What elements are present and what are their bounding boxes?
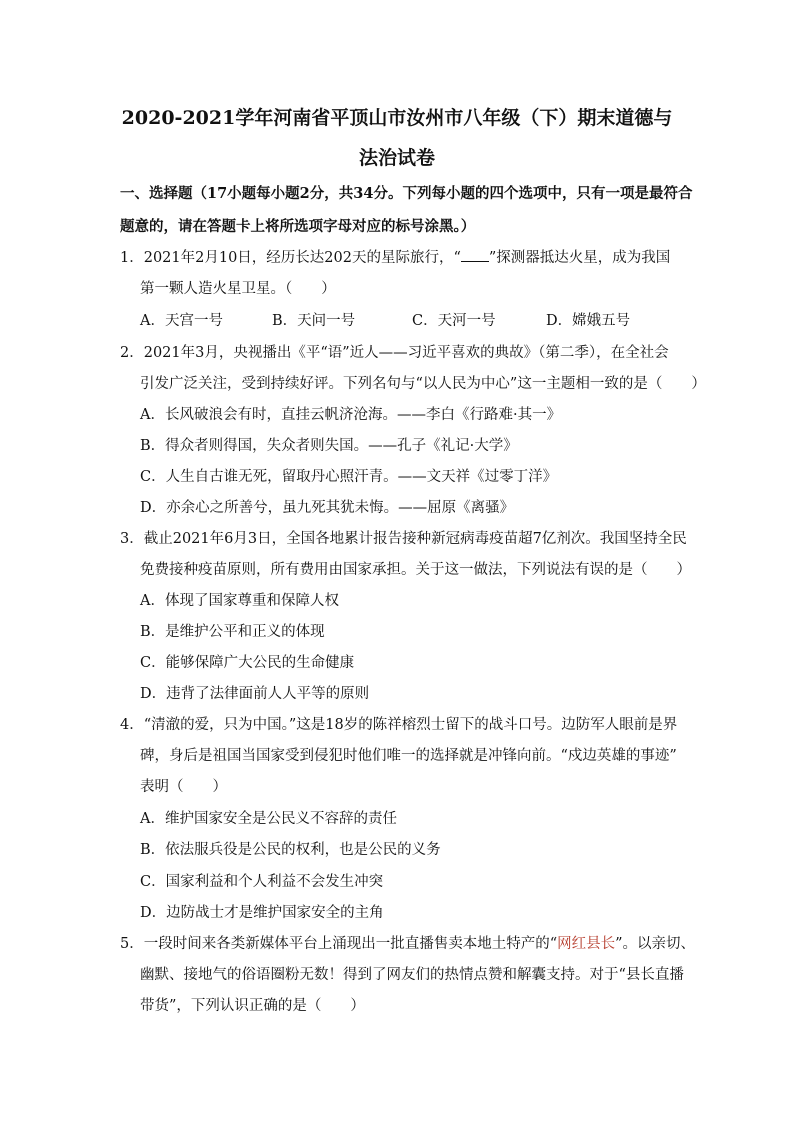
question-3-option-c: C．能够保障广大公民的生命健康 — [140, 655, 355, 671]
question-1-option-d: D．嫦娥五号 — [546, 313, 631, 329]
question-4-option-b: B．依法服兵役是公民的权利，也是公民的义务 — [140, 842, 441, 858]
question-3-option-a: A．体现了国家尊重和保障人权 — [140, 593, 339, 609]
question-5-highlight: 网红县长 — [557, 936, 616, 952]
question-5-text-part-1: 5．一段时间来各类新媒体平台上涌现出一批直播售卖本地土特产的“ — [120, 936, 558, 952]
question-5-stem-line-1 — [120, 936, 695, 952]
question-3-option-b: B．是维护公平和正义的体现 — [140, 624, 325, 640]
question-1-stem-line-1 — [120, 249, 670, 266]
section-instruction-line-1: 一、选择题（17小题每小题2分，共34分。下列每小题的四个选项中，只有一项是最符合 — [120, 185, 693, 202]
question-4-option-d: D．边防战士才是维护国家安全的主角 — [140, 905, 384, 921]
question-2-option-c: C．人生自古谁无死，留取丹心照汗青。——文天祥《过零丁洋》 — [140, 469, 558, 485]
question-5-stem-line-2: 幽默、接地气的俗语圈粉无数！得到了网友们的热情点赞和解囊支持。对于“县长直播 — [140, 967, 684, 983]
question-4-option-c: C．国家利益和个人利益不会发生冲突 — [140, 874, 384, 890]
question-4-stem-line-2: 碑，身后是祖国当国家受到侵犯时他们唯一的选择就是冲锋向前。“戍边英雄的事迹” — [140, 748, 677, 764]
fill-in-blank — [461, 249, 489, 262]
question-1-option-a: A．天宫一号 — [140, 313, 223, 329]
question-3-option-d: D．违背了法律面前人人平等的原则 — [140, 686, 370, 702]
question-2-stem-line-1: 2．2021年3月，央视播出《平“语”近人——习近平喜欢的典故》（第二季），在全社会 — [120, 345, 669, 361]
question-4-stem-line-3: 表明（ ） — [140, 779, 227, 795]
question-1-text-after-blank: ”探测器抵达火星，成为我国 — [488, 250, 671, 266]
section-instruction-line-2: 题意的，请在答题卡上将所选项字母对应的标号涂黑。） — [120, 218, 476, 235]
question-2-option-a: A．长风破浪会有时，直挂云帆济沧海。——李白《行路难·其一》 — [140, 407, 562, 423]
question-4-stem-line-1: 4．“清澈的爱，只为中国。”这是18岁的陈祥榕烈士留下的战斗口号。边防军人眼前是界 — [120, 717, 678, 733]
question-3-stem-line-2: 免费接种疫苗原则，所有费用由国家承担。关于这一做法，下列说法有误的是（ ） — [140, 562, 691, 578]
question-1-stem-line-2: 第一颗人造火星卫星。（ ） — [140, 281, 336, 297]
question-2-option-b: B．得众者则得国，失众者则失国。——孔子《礼记·大学》 — [140, 438, 518, 454]
exam-title-line-1: 2020-2021学年河南省平顶山市汝州市八年级（下）期末道德与 — [121, 107, 673, 129]
question-1-text-before-blank: 1．2021年2月10日，经历长达202天的星际旅行，“ — [120, 250, 461, 266]
question-1-option-b: B．天问一号 — [272, 313, 356, 329]
question-4-option-a: A．维护国家安全是公民义不容辞的责任 — [140, 811, 397, 827]
question-1-option-c: C．天河一号 — [412, 313, 496, 329]
question-2-option-d: D．亦余心之所善兮，虽九死其犹未悔。——屈原《离骚》 — [140, 500, 515, 516]
question-2-stem-line-2: 引发广泛关注，受到持续好评。下列名句与“以人民为中心”这一主题相一致的是（ ） — [140, 376, 706, 392]
question-3-stem-line-1: 3．截止2021年6月3日，全国各地累计报告接种新冠病毒疫苗超7亿剂次。我国坚持全民 — [120, 531, 687, 547]
exam-title-line-2: 法治试卷 — [358, 147, 435, 169]
question-5-text-part-2: ”。以亲切、 — [615, 936, 696, 952]
question-5-stem-line-3: 带货”，下列认识正确的是（ ） — [140, 998, 365, 1014]
